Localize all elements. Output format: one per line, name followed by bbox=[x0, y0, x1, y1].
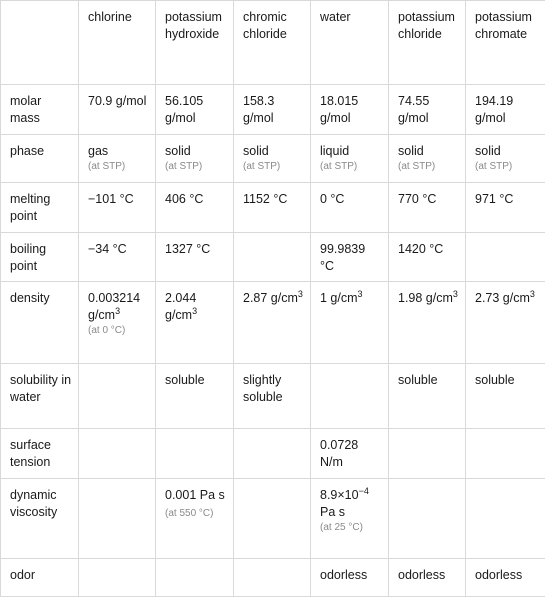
row-label-melting-point: melting point bbox=[1, 183, 79, 233]
cell-boiling-point-water: 99.9839 °C bbox=[311, 233, 389, 282]
density-condition-note: (at 0 °C) bbox=[88, 324, 149, 338]
cell-phase-potassium-chloride bbox=[389, 135, 466, 183]
row-density bbox=[1, 282, 545, 364]
density-value: 1.98 g/cm bbox=[398, 291, 453, 305]
cell-melting-point-chromic-chloride: 1152 °C bbox=[234, 183, 311, 233]
cell-molar-mass-chlorine: 70.9 g/mol bbox=[79, 85, 156, 135]
density-value: 2.73 g/cm bbox=[475, 291, 530, 305]
cell-solubility-potassium-chromate: soluble bbox=[466, 364, 545, 429]
row-solubility bbox=[1, 364, 545, 429]
cell-odor-potassium-chromate: odorless bbox=[466, 559, 545, 597]
viscosity-value: 0.001 Pa s bbox=[165, 488, 225, 502]
cell-odor-water: odorless bbox=[311, 559, 389, 597]
phase-value: liquid bbox=[320, 144, 349, 158]
density-value: 1 g/cm bbox=[320, 291, 358, 305]
row-label-solubility-in-water: solubility in water bbox=[1, 364, 79, 429]
phase-condition-note: (at STP) bbox=[320, 160, 382, 174]
row-phase bbox=[1, 135, 545, 183]
viscosity-condition-note: (at 25 °C) bbox=[320, 521, 382, 535]
phase-value: solid bbox=[475, 144, 501, 158]
row-molar-mass bbox=[1, 85, 545, 135]
row-label-molar-mass: molar mass bbox=[1, 85, 79, 135]
column-header-water: water bbox=[311, 1, 389, 85]
cell-density-potassium-hydroxide bbox=[156, 282, 234, 364]
phase-condition-note: (at STP) bbox=[88, 160, 149, 174]
cell-odor-chlorine bbox=[79, 559, 156, 597]
cell-phase-potassium-chromate bbox=[466, 135, 545, 183]
cell-solubility-chromic-chloride: slightly soluble bbox=[234, 364, 311, 429]
cell-boiling-point-chromic-chloride bbox=[234, 233, 311, 282]
cell-molar-mass-potassium-hydroxide: 56.105 g/mol bbox=[156, 85, 234, 135]
cell-surface-tension-potassium-chromate bbox=[466, 429, 545, 479]
cell-boiling-point-potassium-hydroxide: 1327 °C bbox=[156, 233, 234, 282]
cell-solubility-potassium-chloride: soluble bbox=[389, 364, 466, 429]
cell-viscosity-chromic-chloride bbox=[234, 479, 311, 559]
cell-surface-tension-water: 0.0728 N/m bbox=[311, 429, 389, 479]
cubic-exponent: 3 bbox=[530, 289, 535, 299]
cell-density-potassium-chromate bbox=[466, 282, 545, 364]
cell-melting-point-potassium-chloride: 770 °C bbox=[389, 183, 466, 233]
cell-viscosity-potassium-chloride bbox=[389, 479, 466, 559]
cell-density-chlorine bbox=[79, 282, 156, 364]
cell-surface-tension-chlorine bbox=[79, 429, 156, 479]
phase-value: solid bbox=[243, 144, 269, 158]
cell-phase-water bbox=[311, 135, 389, 183]
cell-boiling-point-potassium-chloride: 1420 °C bbox=[389, 233, 466, 282]
cell-odor-potassium-hydroxide bbox=[156, 559, 234, 597]
row-label-odor: odor bbox=[1, 559, 79, 597]
row-odor bbox=[1, 559, 545, 597]
cell-solubility-chlorine bbox=[79, 364, 156, 429]
row-label-surface-tension: surface tension bbox=[1, 429, 79, 479]
column-header-potassium-hydroxide: potassium hydroxide bbox=[156, 1, 234, 85]
header-row bbox=[1, 1, 545, 85]
phase-condition-note: (at STP) bbox=[165, 160, 227, 174]
cell-phase-chromic-chloride bbox=[234, 135, 311, 183]
cubic-exponent: 3 bbox=[298, 289, 303, 299]
cell-molar-mass-water: 18.015 g/mol bbox=[311, 85, 389, 135]
cell-melting-point-potassium-hydroxide: 406 °C bbox=[156, 183, 234, 233]
column-header-chlorine: chlorine bbox=[79, 1, 156, 85]
cubic-exponent: 3 bbox=[115, 306, 120, 316]
row-label-density: density bbox=[1, 282, 79, 364]
cell-solubility-potassium-hydroxide: soluble bbox=[156, 364, 234, 429]
cubic-exponent: 3 bbox=[358, 289, 363, 299]
cell-boiling-point-chlorine: −34 °C bbox=[79, 233, 156, 282]
cell-molar-mass-chromic-chloride: 158.3 g/mol bbox=[234, 85, 311, 135]
cell-density-potassium-chloride bbox=[389, 282, 466, 364]
cell-solubility-water bbox=[311, 364, 389, 429]
cell-density-water bbox=[311, 282, 389, 364]
column-header-chromic-chloride: chromic chloride bbox=[234, 1, 311, 85]
row-label-dynamic-viscosity: dynamic viscosity bbox=[1, 479, 79, 559]
cell-melting-point-chlorine: −101 °C bbox=[79, 183, 156, 233]
phase-value: gas bbox=[88, 144, 108, 158]
cell-molar-mass-potassium-chromate: 194.19 g/mol bbox=[466, 85, 545, 135]
row-melting-point bbox=[1, 183, 545, 233]
density-value: 2.87 g/cm bbox=[243, 291, 298, 305]
cell-viscosity-chlorine bbox=[79, 479, 156, 559]
row-boiling-point bbox=[1, 233, 545, 282]
phase-value: solid bbox=[165, 144, 191, 158]
cell-viscosity-water bbox=[311, 479, 389, 559]
cell-molar-mass-potassium-chloride: 74.55 g/mol bbox=[389, 85, 466, 135]
cell-melting-point-water: 0 °C bbox=[311, 183, 389, 233]
density-value: 2.044 g/cm bbox=[165, 291, 196, 322]
cell-phase-potassium-hydroxide bbox=[156, 135, 234, 183]
cell-surface-tension-potassium-hydroxide bbox=[156, 429, 234, 479]
row-label-phase: phase bbox=[1, 135, 79, 183]
cubic-exponent: 3 bbox=[192, 306, 197, 316]
cell-viscosity-potassium-chromate bbox=[466, 479, 545, 559]
cubic-exponent: 3 bbox=[453, 289, 458, 299]
viscosity-exponent: −4 bbox=[359, 486, 369, 496]
cell-odor-potassium-chloride: odorless bbox=[389, 559, 466, 597]
column-header-potassium-chloride: potassium chloride bbox=[389, 1, 466, 85]
corner-cell bbox=[1, 1, 79, 85]
density-value: 0.003214 g/cm bbox=[88, 291, 140, 322]
row-dynamic-viscosity bbox=[1, 479, 545, 559]
cell-density-chromic-chloride bbox=[234, 282, 311, 364]
viscosity-mantissa: 8.9×10 bbox=[320, 488, 359, 502]
cell-odor-chromic-chloride bbox=[234, 559, 311, 597]
viscosity-condition-note: (at 550 °C) bbox=[165, 508, 213, 519]
column-header-potassium-chromate: potassium chromate bbox=[466, 1, 545, 85]
cell-surface-tension-chromic-chloride bbox=[234, 429, 311, 479]
phase-condition-note: (at STP) bbox=[243, 160, 304, 174]
cell-boiling-point-potassium-chromate bbox=[466, 233, 545, 282]
row-surface-tension bbox=[1, 429, 545, 479]
phase-value: solid bbox=[398, 144, 424, 158]
phase-condition-note: (at STP) bbox=[475, 160, 539, 174]
cell-surface-tension-potassium-chloride bbox=[389, 429, 466, 479]
cell-melting-point-potassium-chromate: 971 °C bbox=[466, 183, 545, 233]
viscosity-unit: Pa s bbox=[320, 505, 345, 519]
phase-condition-note: (at STP) bbox=[398, 160, 459, 174]
cell-viscosity-potassium-hydroxide bbox=[156, 479, 234, 559]
cell-phase-chlorine bbox=[79, 135, 156, 183]
row-label-boiling-point: boiling point bbox=[1, 233, 79, 282]
